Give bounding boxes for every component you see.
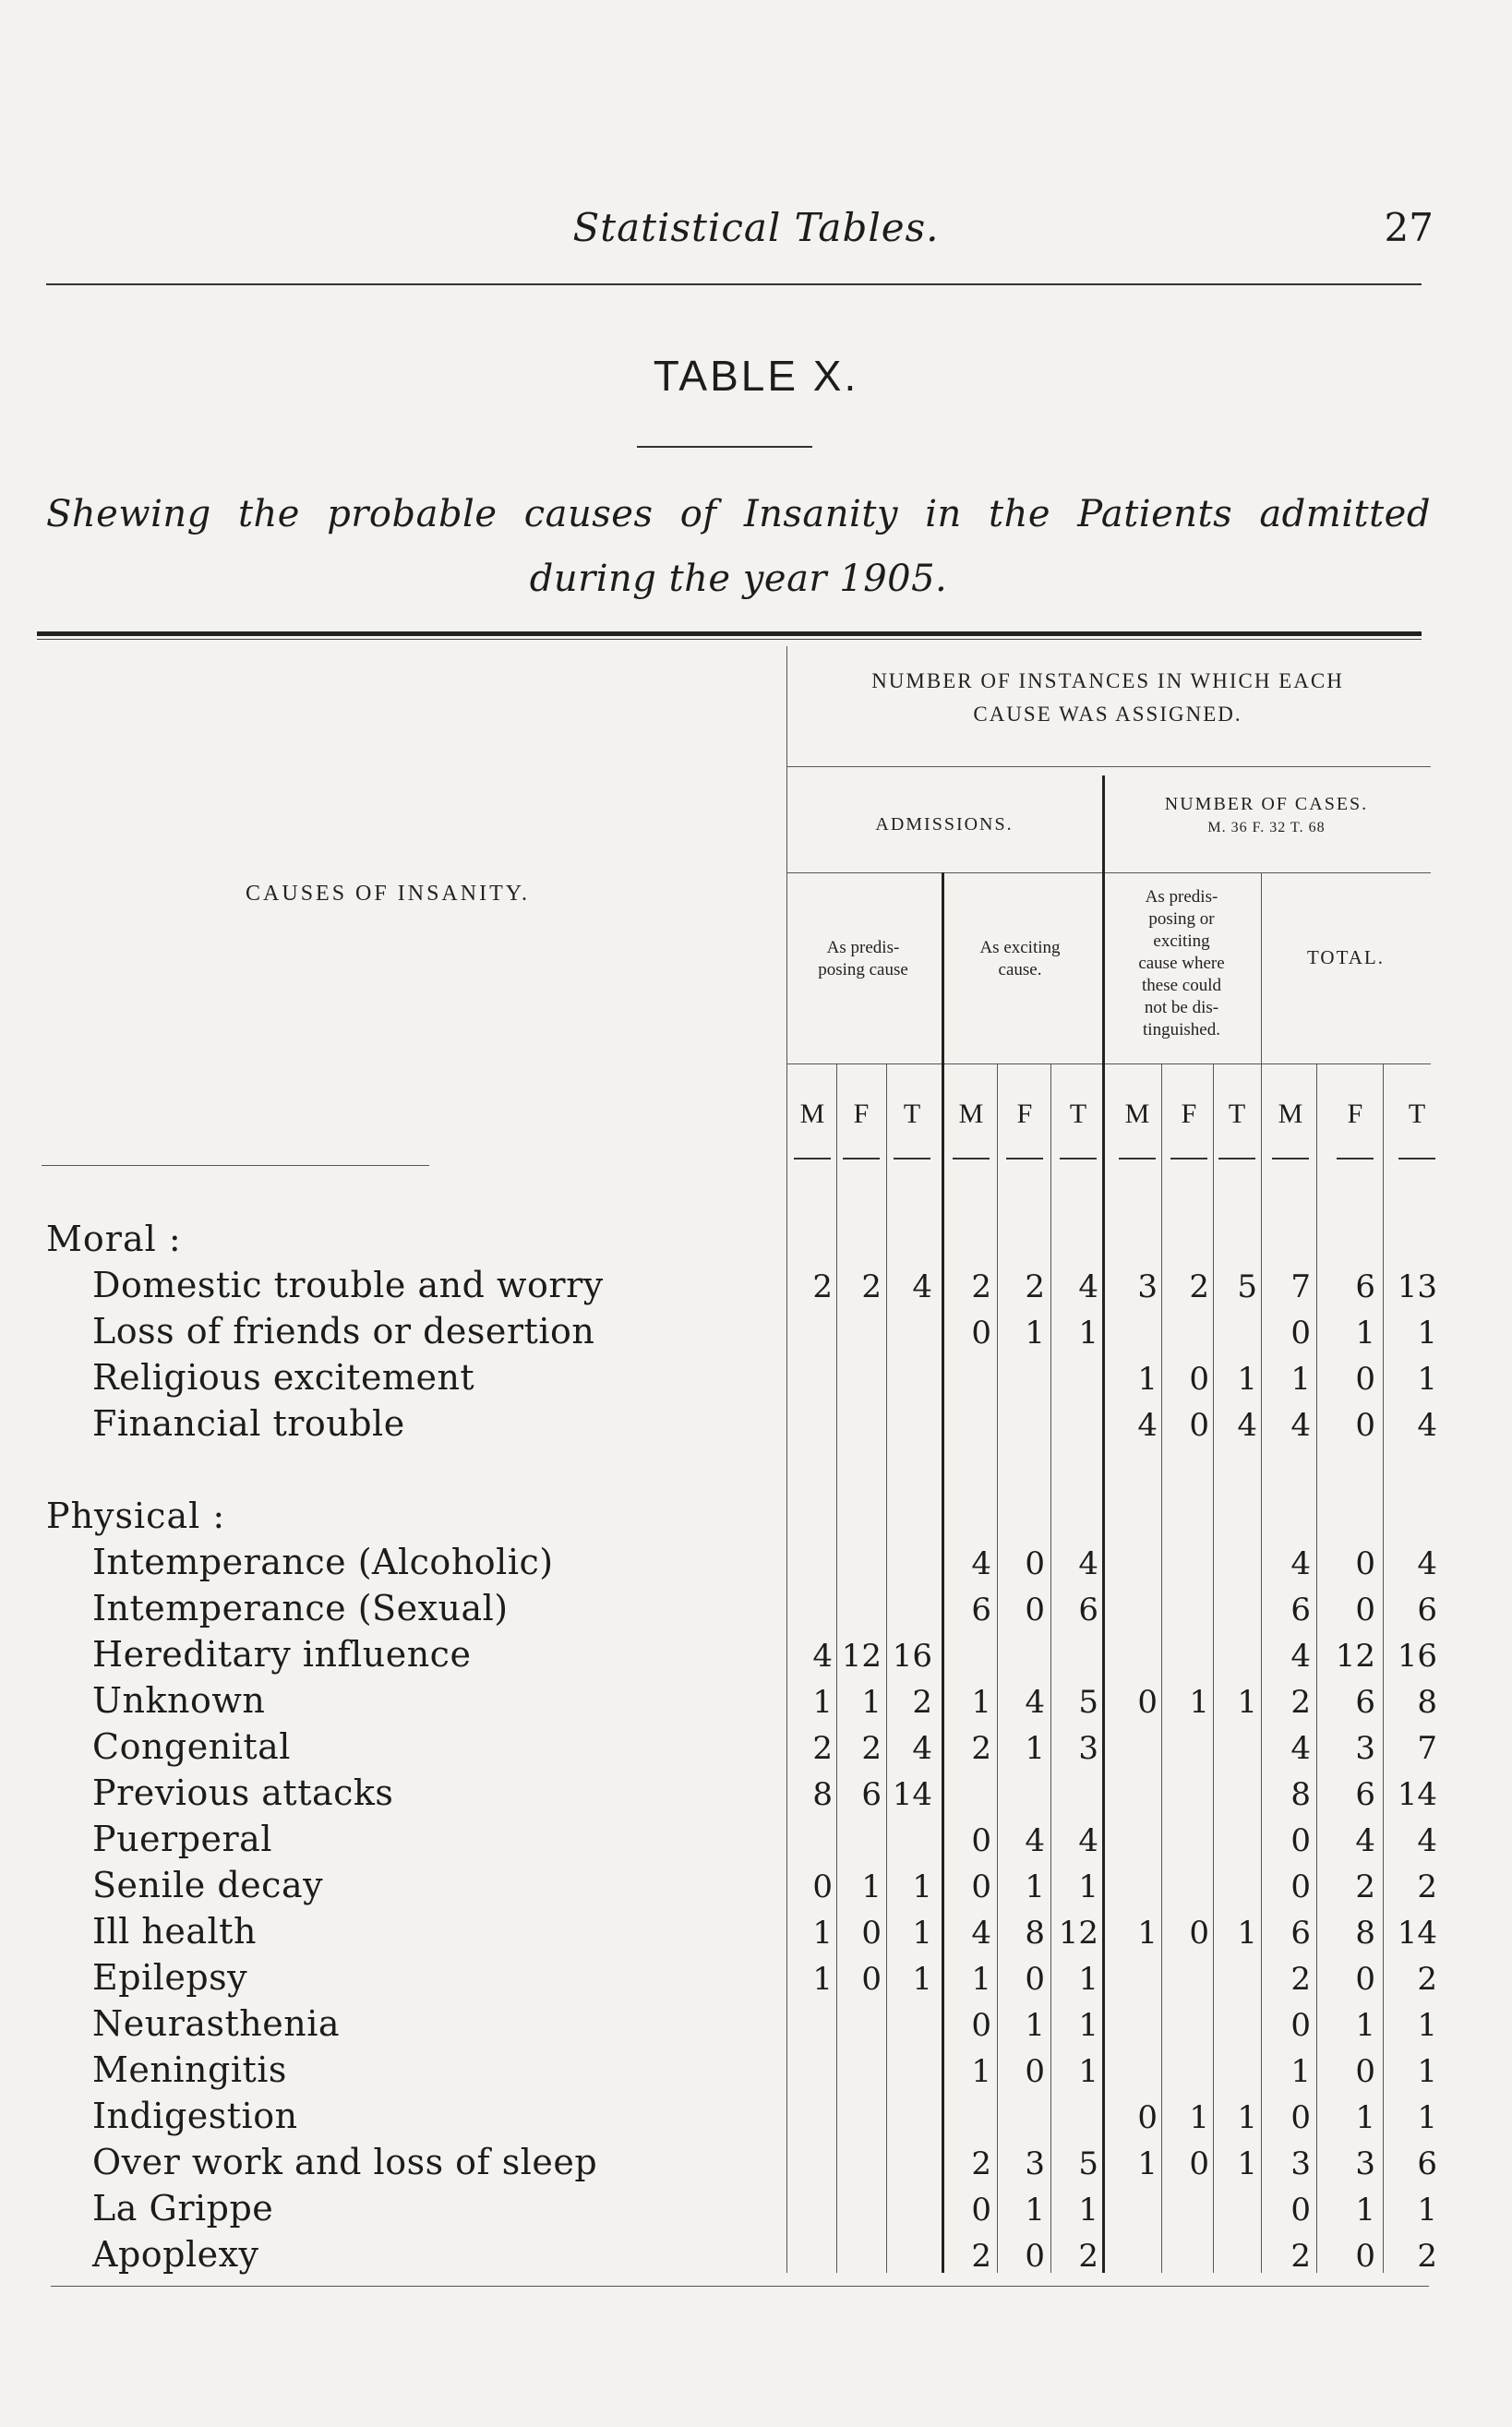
table-cell: 0 [1290,1315,1311,1352]
table-cell: 12 [1335,1638,1375,1675]
table-cell: 1 [1189,1684,1209,1721]
cases-header-line-1: NUMBER OF CASES. [1164,794,1369,814]
row-label: La Grippe [92,2188,274,2229]
column-rule [997,1063,998,2273]
mft-header-cell: M [958,1099,984,1129]
table-cell: 5 [1078,1684,1098,1721]
table-cell: 0 [1137,1684,1158,1721]
table-cell: 1 [1417,1361,1437,1398]
table-cell: 3 [1290,2145,1311,2182]
table-cell: 1 [1237,1684,1257,1721]
table-cell: 3 [1025,2145,1045,2182]
table-cell: 1 [912,1868,932,1905]
table-cell: 1 [1189,2099,1209,2136]
mft-dash [843,1158,880,1159]
header-rule-1 [786,766,1431,767]
mft-header-cell: T [1408,1099,1426,1129]
table-cell: 6 [971,1592,991,1628]
subtitle-word: of [679,493,717,535]
table-cell: 1 [1025,1868,1045,1905]
table-cell: 4 [812,1638,833,1675]
mft-dash [1272,1158,1309,1159]
either-header-line: cause where [1138,954,1225,973]
table-cell: 1 [1290,2053,1311,2090]
mft-header-cell: T [1228,1099,1246,1129]
table-cell: 4 [1355,1822,1375,1859]
table-cell: 1 [1137,1915,1158,1952]
table-cell: 0 [1355,1545,1375,1582]
table-top-rule-thin [37,639,1422,640]
table-cell: 1 [1025,2007,1045,2044]
mft-dash [1006,1158,1043,1159]
table-cell: 4 [1078,1822,1098,1859]
table-cell: 2 [971,2238,991,2275]
row-label: Unknown [92,1680,266,1721]
table-cell: 0 [971,1868,991,1905]
table-cell: 2 [861,1268,882,1305]
table-cell: 0 [1355,2053,1375,2090]
table-cell: 0 [971,1315,991,1352]
table-cell: 0 [1355,1361,1375,1398]
running-head [0,205,1512,260]
table-cell: 8 [812,1776,833,1813]
table-cell: 2 [1025,1268,1045,1305]
subtitle-word: in [925,493,962,535]
table-cell: 4 [912,1268,932,1305]
table-cell: 6 [1290,1592,1311,1628]
table-cell: 1 [1078,2192,1098,2229]
table-cell: 8 [1355,1915,1375,1952]
table-cell: 4 [1237,1407,1257,1444]
row-label: Senile decay [92,1865,324,1905]
mft-header-cell: M [799,1099,825,1129]
table-cell: 6 [1355,1268,1375,1305]
table-cell: 0 [1137,2099,1158,2136]
table-cell: 4 [1290,1545,1311,1582]
header-rule [46,283,1422,285]
table-cell: 16 [1397,1638,1437,1675]
table-cell: 6 [1355,1776,1375,1813]
row-label: Apoplexy [92,2234,259,2275]
table-cell: 2 [1189,1268,1209,1305]
table-cell: 1 [1025,1315,1045,1352]
table-cell: 1 [971,2053,991,2090]
table-cell: 14 [1397,1776,1437,1813]
table-cell: 1 [1137,2145,1158,2182]
table-cell: 1 [1137,1361,1158,1398]
table-cell: 0 [1025,1961,1045,1998]
predisposing-header-line-1: As predis- [826,938,900,957]
table-cell: 8 [1290,1776,1311,1813]
table-cell: 0 [971,2007,991,2044]
table-cell: 1 [1078,2007,1098,2044]
table-cell: 1 [861,1868,882,1905]
row-label: Intemperance (Sexual) [92,1588,509,1628]
table-cell: 6 [1417,2145,1437,2182]
table-cell: 8 [1417,1684,1437,1721]
table-cell: 1 [1355,1315,1375,1352]
row-label: Ill health [92,1911,257,1952]
row-label: Indigestion [92,2096,298,2136]
subtitle-line-1 [46,482,1431,547]
table-cell: 8 [1025,1915,1045,1952]
table-cell: 1 [1237,2145,1257,2182]
table-cell: 1 [1078,2053,1098,2090]
mft-dash [794,1158,831,1159]
table-cell: 14 [892,1776,932,1813]
table-cell: 1 [1078,1961,1098,1998]
table-cell: 6 [1417,1592,1437,1628]
row-label: Domestic trouble and worry [92,1265,604,1305]
table-cell: 1 [1417,2053,1437,2090]
instances-header-line-2: CAUSE WAS ASSIGNED. [973,703,1242,726]
table-cell: 0 [1355,1961,1375,1998]
mft-dash [953,1158,990,1159]
table-cell: 1 [971,1961,991,1998]
table-cell: 1 [861,1684,882,1721]
table-cell: 4 [912,1730,932,1767]
running-title: Statistical Tables. [572,205,940,250]
table-cell: 1 [1417,2099,1437,2136]
instances-header [785,665,1431,731]
table-cell: 1 [1078,1868,1098,1905]
cases-header [1104,792,1429,840]
column-rule [1102,775,1105,2273]
table-cell: 2 [1417,1868,1437,1905]
subtitle-word: admitted [1259,493,1431,535]
row-label: Puerperal [92,1819,272,1859]
table-cell: 3 [1355,1730,1375,1767]
table-cell: 0 [1355,1592,1375,1628]
table-cell: 7 [1417,1730,1437,1767]
mft-dash [894,1158,930,1159]
table-cell: 3 [1137,1268,1158,1305]
row-label: Meningitis [92,2049,287,2090]
table-cell: 6 [861,1776,882,1813]
table-cell: 5 [1078,2145,1098,2182]
mft-header-cell: M [1124,1099,1150,1129]
column-rule [1261,872,1262,2273]
mft-header-cell: F [1181,1099,1197,1129]
header-rule-2 [786,872,1431,873]
table-cell: 6 [1355,1684,1375,1721]
exciting-header-line-1: As exciting [979,938,1061,957]
title-rule [637,446,812,448]
table-cell: 0 [971,1822,991,1859]
table-cell: 16 [892,1638,932,1675]
table-cell: 1 [812,1915,833,1952]
table-cell: 2 [1290,1684,1311,1721]
table-cell: 0 [1189,1361,1209,1398]
row-label: Intemperance (Alcoholic) [92,1542,554,1582]
table-cell: 0 [1290,1868,1311,1905]
table-cell: 2 [861,1730,882,1767]
column-rule [942,872,944,2273]
column-rule [1161,1063,1162,2273]
column-rule [836,1063,837,2273]
table-subtitle [46,482,1431,611]
either-header-line: posing or [1148,909,1215,929]
subtitle-line-2: during the year 1905. [529,558,948,600]
row-label: Epilepsy [92,1957,248,1998]
mft-dash [1398,1158,1435,1159]
table-cell: 1 [1355,2007,1375,2044]
subtitle-word: probable [327,493,498,535]
table-cell: 0 [1025,2238,1045,2275]
mft-dash [1060,1158,1097,1159]
table-cell: 1 [812,1961,833,1998]
cases-header-line-2: M. 36 F. 32 T. 68 [1207,820,1326,835]
table-cell: 3 [1355,2145,1375,2182]
table-cell: 4 [1417,1407,1437,1444]
table-cell: 12 [841,1638,882,1675]
table-cell: 0 [1355,1407,1375,1444]
causes-column-header: CAUSES OF INSANITY. [246,882,530,906]
table-cell: 1 [1417,2007,1437,2044]
table-cell: 1 [912,1915,932,1952]
page-number: 27 [1384,205,1434,250]
table-cell: 0 [1025,1545,1045,1582]
table-cell: 1 [971,1684,991,1721]
table-cell: 0 [861,1915,882,1952]
table-cell: 1 [1078,1315,1098,1352]
predisposing-or-exciting-header [1104,886,1259,1041]
table-cell: 0 [861,1961,882,1998]
mft-header-cell: M [1278,1099,1303,1129]
table-cell: 0 [1025,2053,1045,2090]
table-cell: 2 [912,1684,932,1721]
mft-header-cell: T [1069,1099,1087,1129]
table-cell: 4 [1078,1268,1098,1305]
table-cell: 2 [971,1268,991,1305]
table-title: TABLE X. [653,352,859,400]
table-cell: 2 [812,1268,833,1305]
table-cell: 1 [1237,1915,1257,1952]
table-cell: 2 [1417,1961,1437,1998]
subtitle-word: the [237,493,300,535]
table-cell: 2 [812,1730,833,1767]
table-cell: 13 [1397,1268,1437,1305]
table-cell: 4 [1025,1684,1045,1721]
either-header-line: tinguished. [1143,1020,1220,1039]
table-cell: 0 [1290,2007,1311,2044]
column-rule [786,646,787,2273]
table-cell: 2 [1355,1868,1375,1905]
causes-header-rule [42,1165,429,1166]
mft-dash [1218,1158,1255,1159]
row-label: Neurasthenia [92,2003,341,2044]
table-cell: 1 [1355,2099,1375,2136]
table-cell: 0 [1189,1915,1209,1952]
table-cell: 1 [912,1961,932,1998]
table-cell: 2 [971,1730,991,1767]
column-rule [886,1063,887,2273]
column-rule [1050,1063,1051,2273]
table-cell: 2 [1290,2238,1311,2275]
table-cell: 7 [1290,1268,1311,1305]
table-cell: 4 [971,1915,991,1952]
mft-dash [1337,1158,1374,1159]
table-cell: 2 [1078,2238,1098,2275]
table-cell: 1 [1237,1361,1257,1398]
predisposing-header-line-2: posing cause [818,960,908,979]
mft-dash [1119,1158,1156,1159]
table-cell: 2 [971,2145,991,2182]
table-cell: 0 [1290,2099,1311,2136]
total-header: TOTAL. [1306,946,1385,968]
admissions-header: ADMISSIONS. [875,814,1014,835]
table-cell: 2 [1417,2238,1437,2275]
table-cell: 4 [1290,1407,1311,1444]
either-header-line: As predis- [1145,887,1218,907]
table-cell: 6 [1290,1915,1311,1952]
table-cell: 2 [1290,1961,1311,1998]
table-cell: 1 [1417,2192,1437,2229]
row-label: Congenital [92,1726,291,1767]
either-header-line: exciting [1153,931,1210,951]
table-cell: 4 [1078,1545,1098,1582]
table-bottom-rule [51,2286,1429,2287]
mft-header-cell: F [1347,1099,1363,1129]
table-cell: 14 [1397,1915,1437,1952]
row-label: Loss of friends or desertion [92,1311,595,1352]
table-cell: 1 [1355,2192,1375,2229]
exciting-header [942,937,1098,981]
subtitle-word: Patients [1077,493,1233,535]
table-cell: 0 [1025,1592,1045,1628]
table-cell: 0 [1189,2145,1209,2182]
table-cell: 4 [1025,1822,1045,1859]
table-cell: 6 [1078,1592,1098,1628]
subtitle-word: causes [523,493,654,535]
table-cell: 0 [812,1868,833,1905]
column-rule [1383,1063,1384,2273]
either-header-line: not be dis- [1144,998,1219,1017]
table-cell: 1 [812,1684,833,1721]
table-cell: 1 [1025,1730,1045,1767]
table-cell: 1 [1025,2192,1045,2229]
column-rule [1213,1063,1214,2273]
header-rule-3 [786,1063,1431,1064]
mft-dash [1170,1158,1207,1159]
table-cell: 3 [1078,1730,1098,1767]
table-cell: 5 [1237,1268,1257,1305]
mft-header-cell: F [1016,1099,1033,1129]
table-cell: 4 [1290,1730,1311,1767]
subtitle-word: Insanity [743,493,898,535]
subtitle-word: Shewing [46,493,211,535]
table-cell: 4 [1417,1822,1437,1859]
table-cell: 0 [1290,1822,1311,1859]
table-cell: 1 [1290,1361,1311,1398]
table-cell: 0 [1189,1407,1209,1444]
table-cell: 4 [971,1545,991,1582]
table-cell: 12 [1058,1915,1098,1952]
section-moral: Moral : [46,1219,182,1259]
subtitle-word: the [989,493,1051,535]
table-cell: 1 [1417,1315,1437,1352]
row-label: Over work and loss of sleep [92,2142,598,2182]
table-cell: 4 [1137,1407,1158,1444]
row-label: Previous attacks [92,1772,394,1813]
row-label: Religious excitement [92,1357,475,1398]
table-cell: 0 [1290,2192,1311,2229]
row-label: Hereditary influence [92,1634,472,1675]
table-cell: 4 [1290,1638,1311,1675]
column-rule [1316,1063,1317,2273]
either-header-line: these could [1141,976,1221,995]
mft-header-cell: T [903,1099,921,1129]
table-cell: 4 [1417,1545,1437,1582]
mft-header-cell: F [853,1099,870,1129]
instances-header-line-1: NUMBER OF INSTANCES IN WHICH EACH [871,669,1344,692]
table-top-rule [37,631,1422,636]
table-cell: 0 [1355,2238,1375,2275]
table-cell: 0 [971,2192,991,2229]
row-label: Financial trouble [92,1403,405,1444]
table-cell: 1 [1237,2099,1257,2136]
exciting-header-line-2: cause. [998,960,1042,979]
section-physical: Physical : [46,1496,226,1536]
predisposing-header [785,937,942,981]
